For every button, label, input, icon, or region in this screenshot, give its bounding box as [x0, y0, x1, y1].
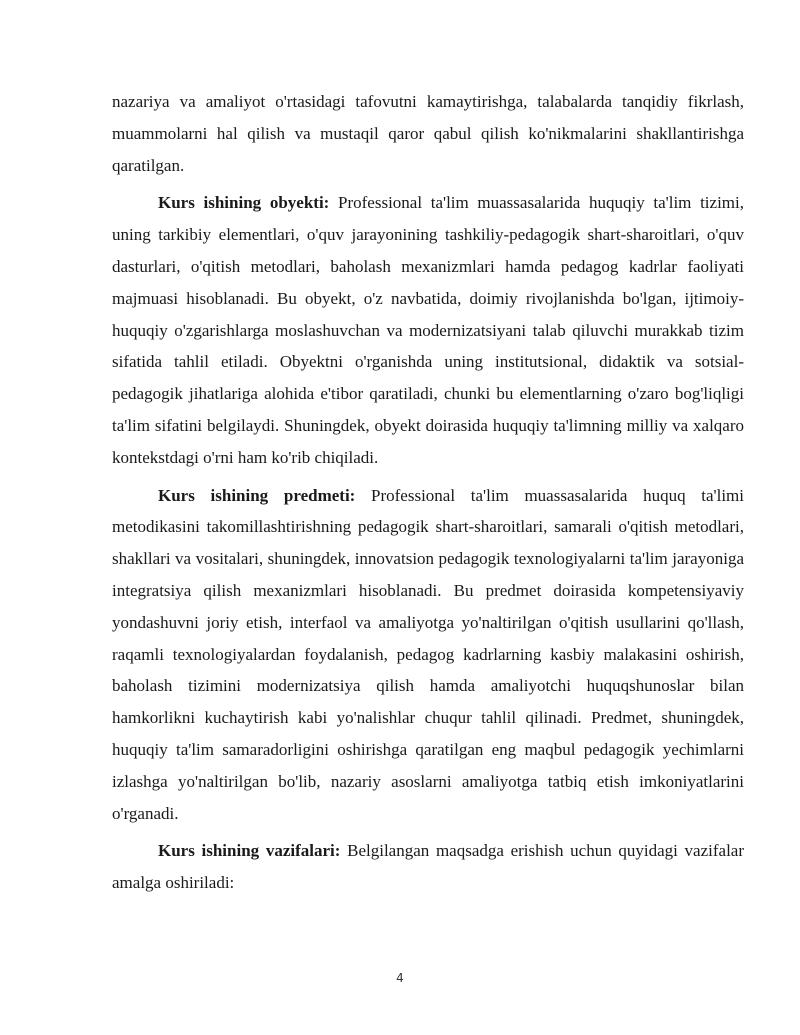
paragraph-heading: Kurs ishining obyekti:	[158, 193, 330, 213]
paragraph-text: Professional ta'lim muassasalarida huquq ta'limi metodikasini takomillashtirishning pedagogik shart-sharoitlari, samarali o'qitish metodlari, shakllari va vositalari, shuningdek, innovatsion pedagogik texnologiyalarni ta'lim jarayoniga integratsiya qilish mexanizmlari hisoblanadi. Bu predmet doirasida kompetensiyaviy yondashuvni joriy etish, interfaol va amaliyotga yo'naltirilgan o'qitish usullarini qo'llash, raqamli texnologiyalardan foydalanish, pedagog kadrlarning kasbiy malakasini oshirish, baholash tizimini modernizatsiya qilish hamda amaliyotchi huquqshunoslar bilan hamkorlikni kuchaytirish kabi yo'nalishlar chuqur tahlil qilinadi. Predmet, shuningdek, huquqiy ta'lim samaradorligini oshirishga qaratilgan eng maqbul pedagogik yechimlarni izlashga yo'naltirilgan bo'lib, nazariy asoslarni amaliyotga tatbiq etish imkoniyatlarini o'rganadi.	[112, 485, 744, 823]
paragraph-heading: Kurs ishining vazifalari:	[158, 841, 341, 861]
paragraph-tasks	[112, 835, 744, 899]
paragraph-heading: Kurs ishining predmeti:	[158, 485, 356, 505]
paragraph-text: nazariya va amaliyot o'rtasidagi tafovutni kamaytirishga, talabalarda tanqidiy fikrlash, muammolarni hal qilish va mustaqil qaror qabul qilish ko'nikmalarini shakllantirishga qaratilgan.	[112, 92, 744, 175]
paragraph-continuation	[112, 86, 744, 181]
paragraph-text: Belgilangan maqsadga erishish uchun quyidagi vazifalar amalga oshiriladi:	[112, 841, 744, 893]
paragraph-subject	[112, 480, 744, 830]
page-number: 4	[396, 971, 404, 985]
paragraph-object	[112, 187, 744, 473]
document-body	[112, 86, 744, 905]
paragraph-text: Professional ta'lim muassasalarida huquqiy ta'lim tizimi, uning tarkibiy elementlari, o'quv jarayonining tashkiliy-pedagogik shart-sharoitlari, o'quv dasturlari, o'qitish metodlari, baholash mexanizmlari hamda pedagog kadrlar faoliyati majmuasi hisoblanadi. Bu obyekt, o'z navbatida, doimiy rivojlanishda bo'lgan, ijtimoiy-huquqiy o'zgarishlarga moslashuvchan va modernizatsiyani talab qiluvchi murakkab tizim sifatida tahlil etiladi. Obyektni o'rganishda uning institutsional, didaktik va sotsial-pedagogik jihatlariga alohida e'tibor qaratiladi, chunki bu elementlarning o'zaro bog'liqligi ta'lim sifatini belgilaydi. Shuningdek, obyekt doirasida huquqiy ta'limning milliy va xalqaro kontekstdagi o'rni ham ko'rib chiqiladi.	[112, 193, 744, 467]
